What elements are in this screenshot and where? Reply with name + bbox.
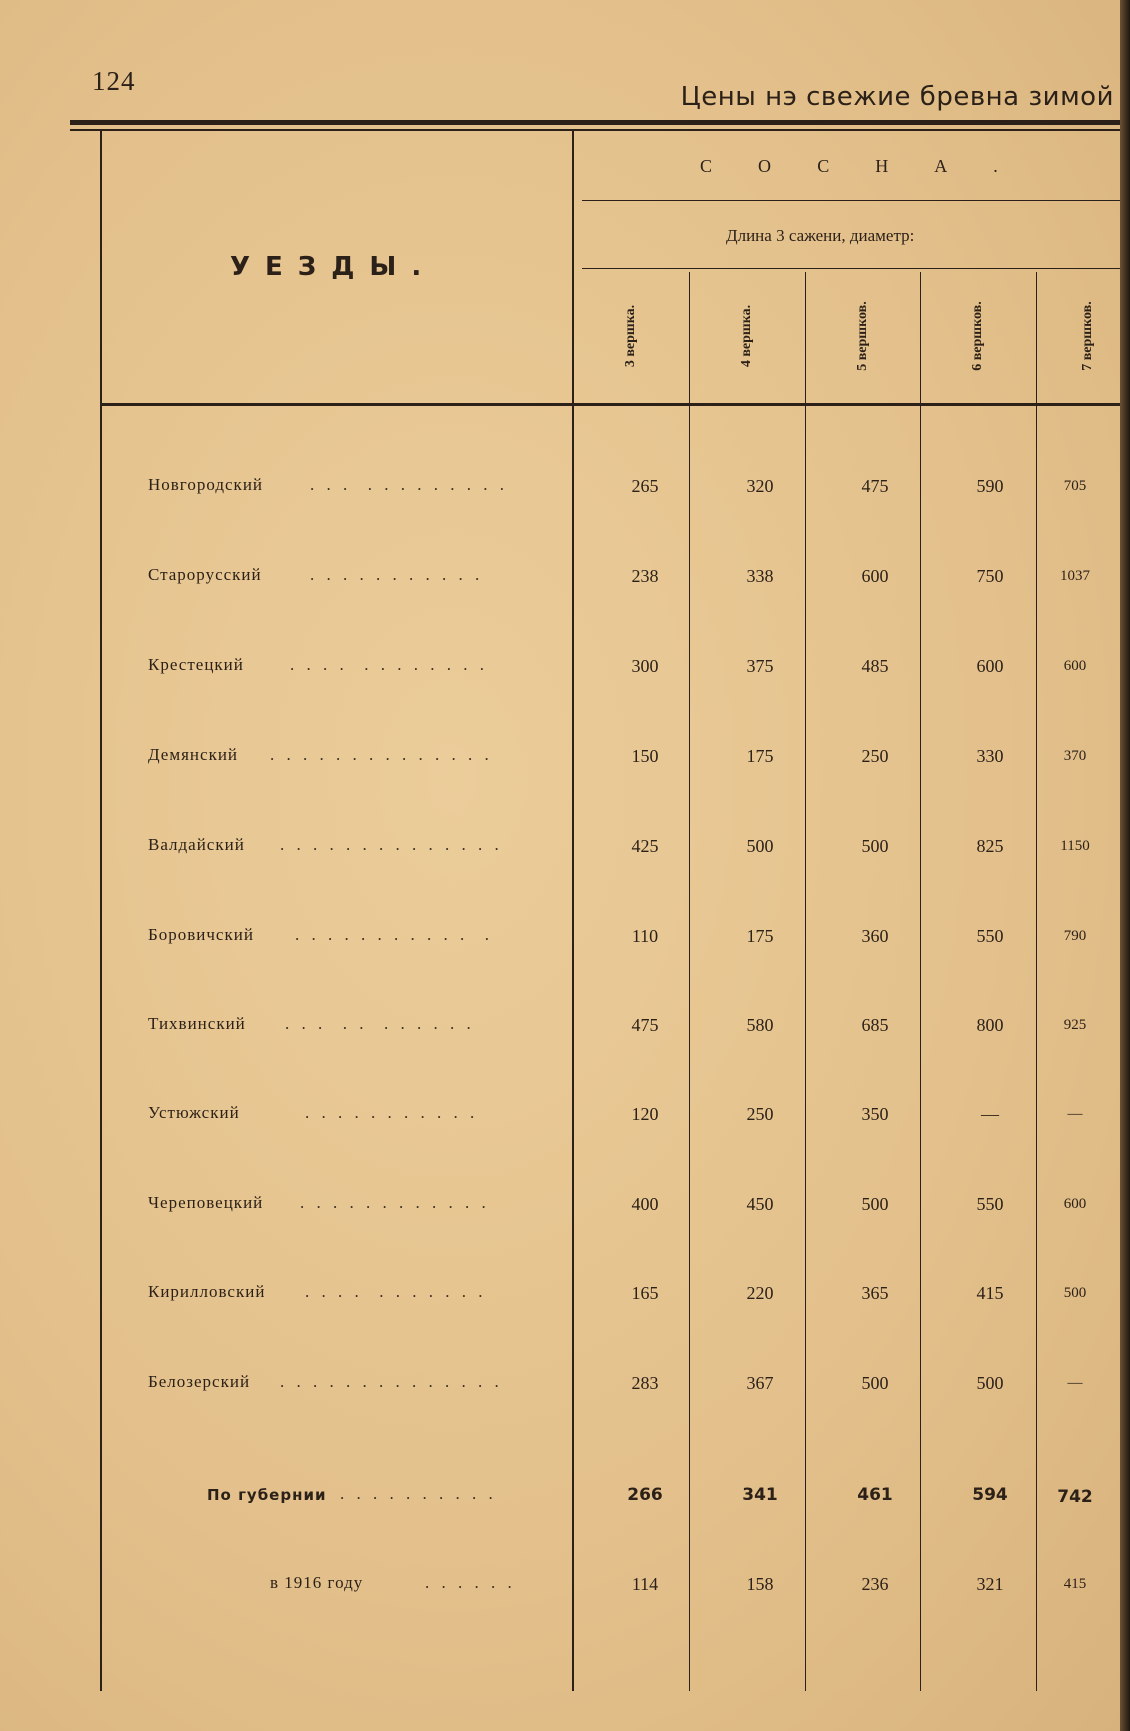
table-cell: 300 [631,656,659,676]
table-cell: 114 [631,1574,659,1594]
table-cell: 475 [861,476,889,496]
table-cell: 790 [1063,928,1087,944]
table-cell: 265 [631,476,659,496]
table-cell: 550 [976,1194,1004,1214]
top-rule-thick [70,120,1120,125]
diameter-header-4: 4 вершка. [739,304,754,368]
dot-leader: . . . . . . . . . . . . [295,925,493,944]
dot-leader: . . . . . . . . . . . [310,565,484,584]
table-cell: 485 [861,656,889,676]
table-cell: 250 [746,1104,774,1124]
table-cell: 450 [746,1194,774,1214]
district-column-header: УЕЗДЫ. [230,252,437,282]
table-cell: 321 [976,1574,1004,1594]
table-cell: 461 [857,1485,893,1505]
total-label: По губернии [207,1486,327,1504]
table-cell: 1150 [1060,838,1090,854]
table-cell: 400 [631,1194,659,1214]
district-name: Тихвинский [148,1014,246,1033]
table-cell: 580 [746,1015,774,1035]
district-name: Кирилловский [148,1282,266,1301]
district-name: Боровичский [148,925,254,944]
dot-leader: . . . . . . . . . . . . [290,655,488,674]
species-underline [582,200,1120,201]
page-number: 124 [92,66,136,96]
table-cell: 238 [631,566,659,586]
table-cell: — [1067,1375,1083,1391]
diameter-header-7: 7 вершков. [1080,301,1095,371]
table-cell: 500 [1063,1285,1087,1301]
table-cell: 165 [631,1283,659,1303]
table-cell: 590 [976,476,1004,496]
top-rule-thin [70,129,1120,131]
table-cell: 800 [976,1015,1004,1035]
table-cell: 330 [976,746,1004,766]
diameter-header-5: 5 вершков. [855,301,870,371]
table-cell: 475 [631,1015,659,1035]
district-name: Крестецкий [148,655,244,674]
table-cell: 150 [631,746,659,766]
district-name: Белозерский [148,1372,251,1391]
dot-leader: . . . . . . . . . . . [285,1014,475,1033]
table-cell: 750 [976,566,1004,586]
table-cell: 367 [746,1373,774,1393]
table-cell: 250 [861,746,889,766]
table-cell: 220 [746,1283,774,1303]
table-cell: 742 [1057,1487,1093,1507]
table-cell: 360 [861,926,889,946]
table-cell: 600 [1063,658,1087,674]
district-name: Устюжский [148,1103,240,1122]
table-cell: 158 [746,1574,774,1594]
table-cell: 425 [631,836,659,856]
table-cell: 594 [972,1485,1008,1505]
dot-leader: . . . . . . . . . . . . [300,1193,490,1212]
table-cell: 266 [627,1485,663,1505]
dot-leader: . . . . . . . . . . . . . . [280,1372,503,1391]
table-cell: 600 [861,566,889,586]
previous-year-label: в 1916 году [270,1573,364,1592]
district-column-divider [572,131,574,1691]
table-cell: 236 [861,1574,889,1594]
table-cell: 338 [746,566,774,586]
dot-leader: . . . . . . . . . . . . . . [270,745,493,764]
table-cell: 283 [631,1373,659,1393]
dot-leader: . . . . . . . . . . . [305,1103,479,1122]
table-cell: 120 [631,1104,659,1124]
dot-leader: . . . . . . . . . . . . [310,475,508,494]
table-cell: 415 [976,1283,1004,1303]
table-cell: 415 [1063,1576,1087,1592]
table-cell: 341 [742,1485,778,1505]
table-cell: 825 [976,836,1004,856]
district-name: Новгородский [148,475,264,494]
dot-leader: . . . . . . . . . . [340,1484,497,1503]
running-head: Цены нэ свежие бревна зимой [680,82,1114,112]
table-cell: 925 [1063,1017,1087,1033]
table-cell: 1037 [1060,568,1090,584]
table-cell: — [1067,1106,1083,1122]
table-cell: — [981,1104,999,1124]
length-underline [582,268,1120,269]
table-cell: 175 [746,746,774,766]
table-cell: 685 [861,1015,889,1035]
length-note: Длина 3 сажени, диаметр: [726,226,915,245]
diameter-header-3: 3 вершка. [623,304,638,368]
diameter-header-6: 6 вершков. [970,301,985,371]
dot-leader: . . . . . . . . . . . [305,1282,487,1301]
table-cell: 500 [746,836,774,856]
table-cell: 110 [631,926,659,946]
district-name: Демянский [148,745,239,764]
table-cell: 500 [861,1194,889,1214]
table-cell: 600 [1063,1196,1087,1212]
dot-leader: . . . . . . [425,1573,516,1592]
district-name: Валдайский [148,835,245,854]
table-cell: 600 [976,656,1004,676]
table-cell: 500 [976,1373,1004,1393]
page-edge-shadow [1120,0,1130,1731]
species-header: СОСНА. [700,156,1044,176]
district-name: Череповецкий [148,1193,264,1212]
table-cell: 500 [861,1373,889,1393]
table-left-border [100,131,102,1691]
table-cell: 320 [746,476,774,496]
table-cell: 550 [976,926,1004,946]
table-cell: 370 [1063,748,1087,764]
table-cell: 705 [1063,478,1087,494]
dot-leader: . . . . . . . . . . . . . . [280,835,503,854]
district-name: Старорусский [148,565,262,584]
table-cell: 500 [861,836,889,856]
table-cell: 365 [861,1283,889,1303]
table-cell: 175 [746,926,774,946]
table-cell: 350 [861,1104,889,1124]
table-cell: 375 [746,656,774,676]
